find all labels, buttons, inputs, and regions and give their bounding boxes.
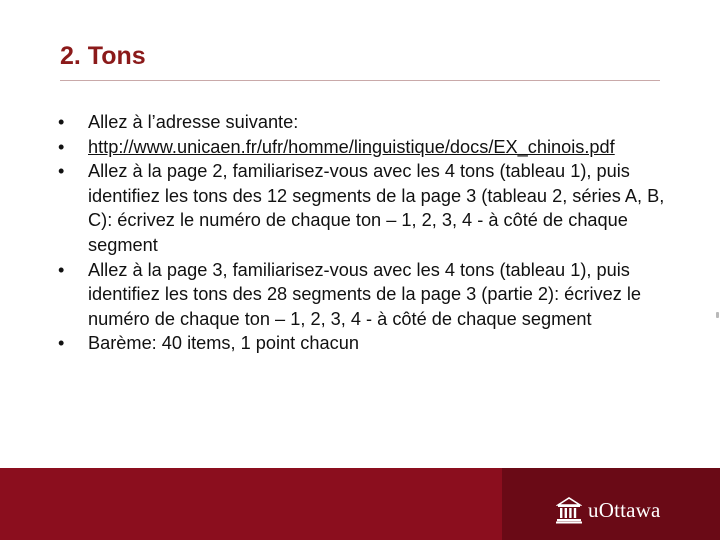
bullet-item-link — [58, 135, 670, 160]
bullet-item: • Allez à la page 3, familiarisez-vous avec les 4 tons (tableau 1), puis identifiez les tons des 28 segments de la page 3 (partie 2): écrivez le numéro de chaque ton – 1, 2, 3, 4 - à côté de chaque segment — [58, 258, 670, 332]
bullet-item: • Allez à l’adresse suivante: — [58, 110, 670, 135]
title-divider — [60, 80, 660, 81]
edge-marker — [716, 312, 719, 318]
uottawa-logo — [556, 494, 661, 526]
pdf-link[interactable]: http://www.unicaen.fr/ufr/homme/linguistique/docs/EX_chinois.pdf — [88, 136, 615, 157]
bullet-list — [58, 110, 670, 356]
bullet-item: • Allez à la page 2, familiarisez-vous avec les 4 tons (tableau 1), puis identifiez les tons des 12 segments de la page 3 (tableau 2, séries A, B, C): écrivez le numéro de chaque ton – 1, 2, 3, 4 - à côté de chaque segment — [58, 159, 670, 257]
slide-title: 2. Tons — [60, 42, 146, 70]
university-building-icon — [556, 496, 582, 524]
logo-wordmark: uOttawa — [588, 497, 661, 522]
bullet-item: • Barème: 40 items, 1 point chacun — [58, 331, 670, 356]
